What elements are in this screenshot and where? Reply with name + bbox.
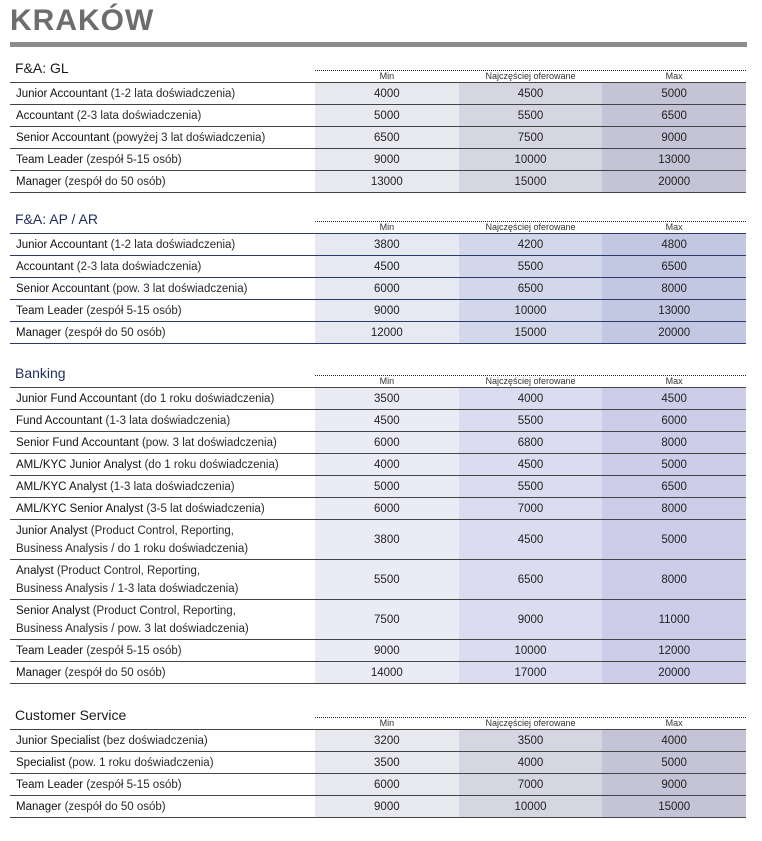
value-min: 12000 (315, 322, 459, 343)
value-min: 5000 (315, 476, 459, 497)
position-detail: (zespół 5-15 osób) (83, 778, 182, 791)
value-max: 4500 (602, 388, 746, 409)
value-typical: 6800 (459, 432, 603, 453)
value-typical: 10000 (459, 149, 603, 170)
value-max: 8000 (602, 560, 746, 599)
value-max: 5000 (602, 83, 746, 104)
value-min: 7500 (315, 600, 459, 639)
value-typical: 15000 (459, 171, 603, 192)
position-title: Senior Analyst (16, 604, 90, 617)
value-max: 20000 (602, 662, 746, 683)
position-label (10, 127, 315, 148)
table-row (10, 388, 746, 410)
value-typical: 5500 (459, 105, 603, 126)
position-label (10, 105, 315, 126)
table-rows (10, 233, 746, 344)
position-label (10, 520, 315, 559)
section-title: F&A: AP / AR (15, 211, 99, 227)
value-typical: 5500 (459, 476, 603, 497)
table-row (10, 234, 746, 256)
value-typical: 10000 (459, 300, 603, 321)
position-title: Junior Fund Accountant (16, 392, 137, 405)
section-3 (10, 707, 746, 818)
table-row (10, 774, 746, 796)
column-header-typical: Najczęściej oferowane (485, 71, 576, 81)
value-max: 6500 (602, 476, 746, 497)
table-row (10, 662, 746, 684)
section-header (10, 211, 746, 233)
value-min: 4000 (315, 83, 459, 104)
position-label (10, 278, 315, 299)
value-typical: 7000 (459, 498, 603, 519)
value-max: 13000 (602, 149, 746, 170)
position-detail: (zespół do 50 osób) (61, 326, 166, 339)
value-typical: 4000 (459, 752, 603, 773)
position-title: Fund Accountant (16, 414, 103, 427)
value-min: 9000 (315, 640, 459, 661)
table-row (10, 149, 746, 171)
position-detail: (zespół do 50 osób) (61, 800, 166, 813)
value-max: 8000 (602, 498, 746, 519)
value-max: 5000 (602, 752, 746, 773)
position-detail: (zespół do 50 osób) (61, 666, 166, 679)
position-detail: (3-5 lat doświadczenia) (143, 502, 265, 515)
value-typical: 7000 (459, 774, 603, 795)
value-min: 9000 (315, 796, 459, 817)
value-typical: 4000 (459, 388, 603, 409)
section-0 (10, 60, 746, 193)
position-label (10, 752, 315, 773)
value-min: 4000 (315, 454, 459, 475)
table-row (10, 476, 746, 498)
position-title: Junior Analyst (16, 524, 88, 537)
table-row (10, 278, 746, 300)
value-typical: 6500 (459, 560, 603, 599)
value-min: 6500 (315, 127, 459, 148)
position-label (10, 600, 315, 639)
column-header-min: Min (379, 222, 395, 232)
position-label (10, 640, 315, 661)
table-rows (10, 82, 746, 193)
section-title: Customer Service (15, 707, 127, 723)
position-detail: (Product Control, Reporting, (89, 604, 236, 617)
table-row (10, 300, 746, 322)
position-detail: (2-3 lata doświadczenia) (73, 260, 202, 273)
column-header-typical: Najczęściej oferowane (485, 376, 576, 386)
position-label (10, 662, 315, 683)
value-min: 3500 (315, 388, 459, 409)
position-detail: (zespół 5-15 osób) (83, 644, 182, 657)
value-min: 6000 (315, 278, 459, 299)
position-title: AML/KYC Junior Analyst (16, 458, 142, 471)
value-min: 6000 (315, 774, 459, 795)
position-label (10, 796, 315, 817)
position-label (10, 454, 315, 475)
value-min: 5500 (315, 560, 459, 599)
column-headers (315, 376, 746, 387)
position-title: Team Leader (16, 644, 84, 657)
column-headers (315, 71, 746, 82)
column-header-max: Max (665, 71, 683, 81)
position-label (10, 432, 315, 453)
value-typical: 17000 (459, 662, 603, 683)
value-typical: 4500 (459, 454, 603, 475)
table-row (10, 752, 746, 774)
page-title: KRAKÓW (10, 4, 155, 37)
section-2 (10, 365, 746, 684)
position-detail: (2-3 lata doświadczenia) (73, 109, 202, 122)
position-label (10, 256, 315, 277)
position-label (10, 83, 315, 104)
position-detail: (Product Control, Reporting, (87, 524, 234, 537)
position-label (10, 322, 315, 343)
column-header-max: Max (665, 718, 683, 728)
position-detail-line2: Business Analysis / 1-3 lata doświadczenia) (16, 582, 239, 595)
column-header-min: Min (379, 71, 395, 81)
value-min: 6000 (315, 498, 459, 519)
position-title: Junior Specialist (16, 734, 100, 747)
value-max: 20000 (602, 171, 746, 192)
position-detail: (1-2 lata doświadczenia) (107, 238, 236, 251)
table-row (10, 105, 746, 127)
position-title: Team Leader (16, 153, 84, 166)
table-row (10, 432, 746, 454)
position-title: Team Leader (16, 778, 84, 791)
value-max: 6000 (602, 410, 746, 431)
value-typical: 10000 (459, 640, 603, 661)
column-header-typical: Najczęściej oferowane (485, 222, 576, 232)
position-detail: (zespół 5-15 osób) (83, 153, 182, 166)
position-detail: (Product Control, Reporting, (53, 564, 201, 577)
table-row (10, 640, 746, 662)
table-row (10, 322, 746, 344)
value-min: 4500 (315, 410, 459, 431)
value-min: 3800 (315, 234, 459, 255)
position-title: Senior Accountant (16, 282, 110, 295)
section-1 (10, 211, 746, 344)
value-max: 11000 (602, 600, 746, 639)
column-header-typical: Najczęściej oferowane (485, 718, 576, 728)
table-row (10, 520, 746, 560)
value-min: 9000 (315, 149, 459, 170)
position-detail: (1-2 lata doświadczenia) (107, 87, 236, 100)
value-max: 6500 (602, 105, 746, 126)
value-typical: 5500 (459, 256, 603, 277)
table-row (10, 730, 746, 752)
position-title: Accountant (16, 109, 74, 122)
position-label (10, 560, 315, 599)
value-typical: 4500 (459, 520, 603, 559)
position-detail: (pow. 3 lat doświadczenia) (109, 282, 248, 295)
value-min: 3200 (315, 730, 459, 751)
table-rows (10, 729, 746, 818)
value-typical: 4500 (459, 83, 603, 104)
position-title: Specialist (16, 756, 66, 769)
value-typical: 6500 (459, 278, 603, 299)
table-row (10, 83, 746, 105)
table-row (10, 498, 746, 520)
value-typical: 9000 (459, 600, 603, 639)
position-title: AML/KYC Senior Analyst (16, 502, 144, 515)
position-detail: (1-3 lata doświadczenia) (106, 480, 235, 493)
position-detail: (pow. 1 roku doświadczenia) (65, 756, 214, 769)
position-label (10, 410, 315, 431)
position-detail: (bez doświadczenia) (99, 734, 208, 747)
column-header-max: Max (665, 376, 683, 386)
section-header (10, 365, 746, 387)
position-label (10, 300, 315, 321)
position-title: Analyst (16, 564, 54, 577)
position-detail: (do 1 roku doświadczenia) (136, 392, 275, 405)
position-title: Senior Accountant (16, 131, 110, 144)
value-max: 13000 (602, 300, 746, 321)
value-max: 4800 (602, 234, 746, 255)
position-detail: (powyżej 3 lat doświadczenia) (109, 131, 266, 144)
value-min: 3800 (315, 520, 459, 559)
value-max: 8000 (602, 278, 746, 299)
position-label (10, 476, 315, 497)
position-label (10, 171, 315, 192)
table-row (10, 560, 746, 600)
position-detail-line2: Business Analysis / pow. 3 lat doświadczenia) (16, 622, 249, 635)
value-max: 6500 (602, 256, 746, 277)
position-label (10, 149, 315, 170)
value-min: 4500 (315, 256, 459, 277)
position-detail: (zespół 5-15 osób) (83, 304, 182, 317)
position-detail: (1-3 lata doświadczenia) (102, 414, 231, 427)
position-title: AML/KYC Analyst (16, 480, 107, 493)
value-max: 5000 (602, 454, 746, 475)
position-title: Manager (16, 666, 62, 679)
position-title: Manager (16, 326, 62, 339)
value-min: 13000 (315, 171, 459, 192)
position-title: Team Leader (16, 304, 84, 317)
table-row (10, 256, 746, 278)
table-row (10, 127, 746, 149)
table-row (10, 410, 746, 432)
value-min: 9000 (315, 300, 459, 321)
position-title: Manager (16, 800, 62, 813)
position-title: Junior Accountant (16, 238, 108, 251)
column-header-min: Min (379, 718, 395, 728)
column-header-min: Min (379, 376, 395, 386)
section-title: F&A: GL (15, 60, 69, 76)
value-max: 9000 (602, 774, 746, 795)
value-typical: 7500 (459, 127, 603, 148)
section-header (10, 60, 746, 82)
title-underline (10, 42, 747, 47)
value-min: 3500 (315, 752, 459, 773)
value-typical: 3500 (459, 730, 603, 751)
value-typical: 15000 (459, 322, 603, 343)
column-headers (315, 718, 746, 729)
position-label (10, 730, 315, 751)
value-min: 14000 (315, 662, 459, 683)
value-typical: 5500 (459, 410, 603, 431)
value-max: 4000 (602, 730, 746, 751)
value-max: 12000 (602, 640, 746, 661)
section-title: Banking (15, 365, 66, 381)
value-typical: 10000 (459, 796, 603, 817)
column-headers (315, 222, 746, 233)
position-detail: (pow. 3 lat doświadczenia) (138, 436, 277, 449)
value-max: 15000 (602, 796, 746, 817)
position-detail: (zespół do 50 osób) (61, 175, 166, 188)
position-title: Junior Accountant (16, 87, 108, 100)
position-detail-line2: Business Analysis / do 1 roku doświadczenia) (16, 542, 249, 555)
column-header-max: Max (665, 222, 683, 232)
position-label (10, 774, 315, 795)
table-row (10, 171, 746, 193)
table-row (10, 454, 746, 476)
section-header (10, 707, 746, 729)
table-row (10, 796, 746, 818)
position-title: Senior Fund Accountant (16, 436, 139, 449)
value-typical: 4200 (459, 234, 603, 255)
value-max: 8000 (602, 432, 746, 453)
table-rows (10, 387, 746, 684)
position-label (10, 234, 315, 255)
position-title: Accountant (16, 260, 74, 273)
value-max: 5000 (602, 520, 746, 559)
position-label (10, 388, 315, 409)
value-max: 9000 (602, 127, 746, 148)
value-max: 20000 (602, 322, 746, 343)
value-min: 5000 (315, 105, 459, 126)
position-label (10, 498, 315, 519)
value-min: 6000 (315, 432, 459, 453)
position-detail: (do 1 roku doświadczenia) (141, 458, 279, 471)
table-row (10, 600, 746, 640)
position-title: Manager (16, 175, 62, 188)
